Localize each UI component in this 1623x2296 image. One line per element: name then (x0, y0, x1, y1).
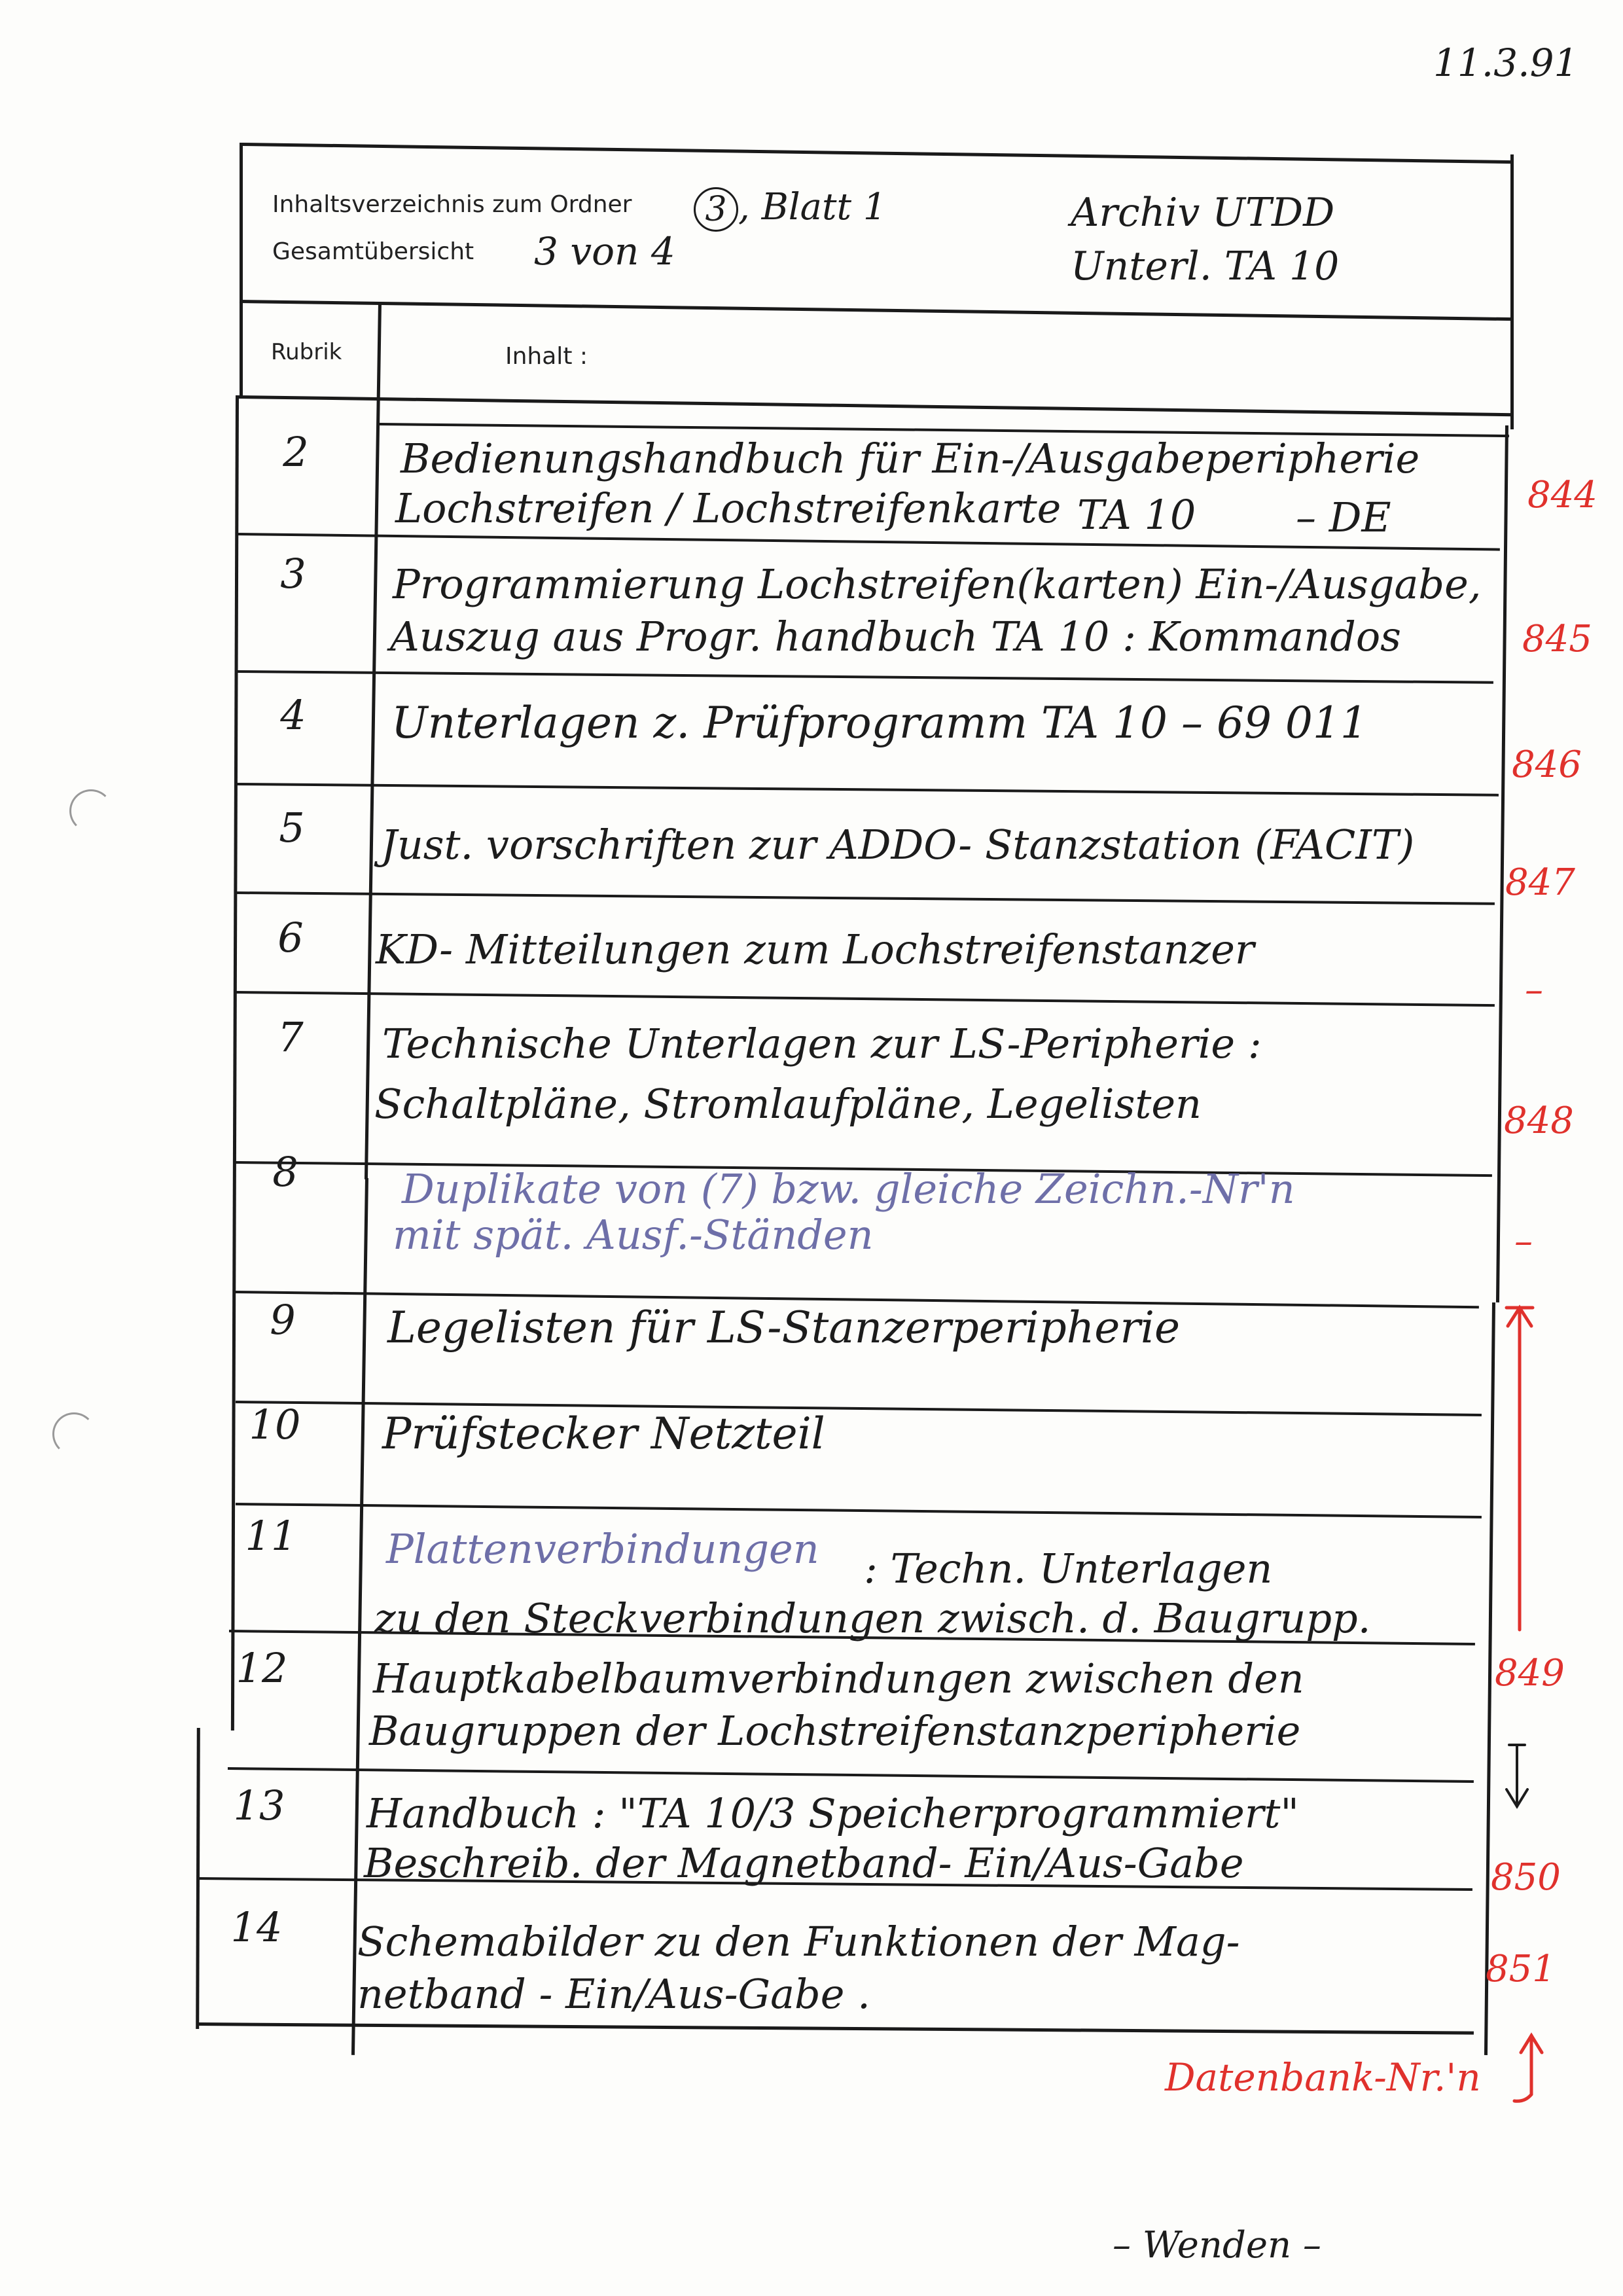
row-text-line2: Baugruppen der Lochstreifenstanzperipherie (369, 1707, 1301, 1755)
column-header-inhalt: Inhalt : (505, 343, 588, 370)
rubrik-number: 7 (277, 1013, 304, 1061)
database-number: 850 (1491, 1856, 1561, 1899)
rubrik-number: 4 (280, 691, 306, 739)
rubrik-number: 9 (270, 1296, 296, 1344)
ordner-number: 3 (694, 187, 738, 232)
rubrik-number: 13 (233, 1782, 285, 1829)
archiv-label: Archiv UTDD (1071, 190, 1335, 236)
rubrik-number: 11 (245, 1512, 297, 1560)
inhaltsverzeichnis-label: Inhaltsverzeichnis zum Ordner (272, 191, 632, 218)
row-text-line1-ink: : Techn. Unterlagen (864, 1545, 1273, 1592)
row-text-ta10: TA 10 (1077, 491, 1196, 539)
rubrik-number: 14 (230, 1903, 283, 1951)
wenden-note: – Wenden – (1113, 2224, 1321, 2267)
row-text-line2: zu den Steckverbindungen zwisch. d. Baugrupp. (374, 1594, 1371, 1642)
blatt-label: , Blatt 1 (738, 186, 887, 228)
row-text-line1: Bedienungshandbuch für Ein-/Ausgabeperipherie (401, 435, 1420, 482)
row-text-line2: Schaltpläne, Stromlaufpläne, Legelisten (374, 1080, 1202, 1128)
punch-hole-mark (52, 1412, 96, 1456)
database-number: – (1525, 969, 1543, 1011)
row-text-line1: Technische Unterlagen zur LS-Peripherie : (382, 1020, 1262, 1067)
database-number: 848 (1504, 1100, 1574, 1142)
row-text-line1: Unterlagen z. Prüfprogramm TA 10 – 69 011 (391, 698, 1368, 748)
rubrik-number: 6 (277, 914, 304, 961)
rubrik-number: 8 (272, 1148, 298, 1196)
column-header-rubrik: Rubrik (271, 339, 342, 365)
row-text-de: – DE (1296, 493, 1391, 541)
row-text-line1: KD- Mitteilungen zum Lochstreifenstanzer (376, 925, 1255, 973)
row-text-line2: Lochstreifen / Lochstreifenkarte (395, 484, 1061, 532)
row-text-line1: Prüfstecker Netzteil (382, 1408, 825, 1459)
rubrik-number: 5 (279, 804, 305, 852)
document-date: 11.3.91 (1433, 41, 1578, 85)
row-text-line2: Auszug aus Progr. handbuch TA 10 : Kommandos (390, 613, 1401, 660)
database-number: 849 (1495, 1652, 1565, 1695)
rubrik-number: 10 (249, 1401, 301, 1448)
row-text-line1: Duplikate von (7) bzw. gleiche Zeichn.-Nr'n (402, 1165, 1295, 1213)
database-number: 851 (1486, 1948, 1556, 1990)
row-text-line1: Programmierung Lochstreifen(karten) Ein-/Ausgabe, (393, 560, 1482, 608)
row-text-line1: Handbuch : "TA 10/3 Speicherprogrammiert" (366, 1789, 1299, 1837)
gesamtuebersicht-label: Gesamtübersicht (272, 238, 474, 265)
database-number: 845 (1522, 618, 1592, 660)
row-text-line1: Legelisten für LS-Stanzerperipherie (387, 1302, 1181, 1353)
unterlagen-label: Unterl. TA 10 (1071, 243, 1340, 289)
row-text-line1: Hauptkabelbaumverbindungen zwischen den (373, 1655, 1304, 1702)
row-text-line2: netband - Ein/Aus-Gabe . (357, 1970, 870, 2018)
database-number: 846 (1512, 744, 1582, 786)
rubrik-number: 2 (283, 428, 309, 476)
row-text-line2: Beschreib. der Magnetband- Ein/Aus-Gabe (364, 1839, 1244, 1887)
range-bracket-icon (1492, 1302, 1571, 1826)
rubrik-number: 12 (236, 1644, 288, 1692)
row-text-line1-pencil: Plattenverbindungen (386, 1525, 819, 1573)
database-number: 844 (1527, 474, 1597, 516)
rubrik-number: 3 (280, 550, 306, 598)
row-text-line2: mit spät. Ausf.-Ständen (393, 1211, 874, 1259)
row-text-line1: Just. vorschriften zur ADDO- Stanzstation (FACIT) (381, 821, 1415, 869)
gesamtuebersicht-value: 3 von 4 (534, 229, 675, 274)
database-number: – (1514, 1220, 1533, 1263)
datenbank-label: Datenbank-Nr.'n (1165, 2055, 1481, 2100)
arrow-up-icon (1505, 2029, 1558, 2108)
punch-hole-mark (69, 789, 113, 833)
database-number: 847 (1505, 861, 1575, 904)
row-text-line1: Schemabilder zu den Funktionen der Mag- (357, 1918, 1240, 1965)
